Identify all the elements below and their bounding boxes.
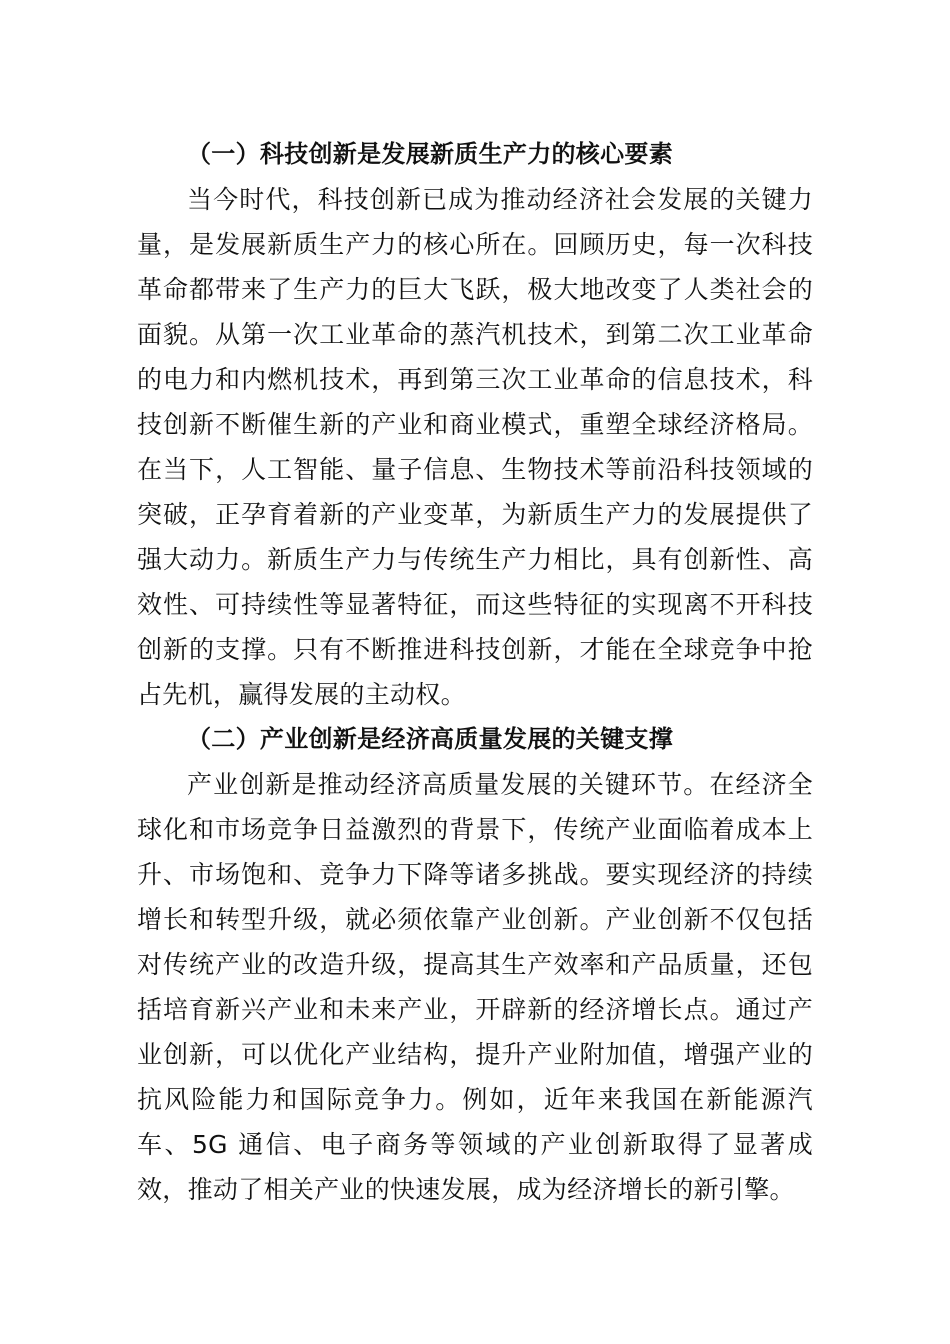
section-1-paragraph: 当今时代，科技创新已成为推动经济社会发展的关键力量，是发展新质生产力的核心所在。回顾历史，每一次科技革命都带来了生产力的巨大飞跃，极大地改变了人类社会的面貌。从第一次工业革命的蒸汽机技术，到第二次工业革命的电力和内燃机技术，再到第三次工业革命的信息技术，科技创新不断催生新的产业和商业模式，重塑全球经济格局。在当下，人工智能、量子信息、生物技术等前沿科技领域的突破，正孕育着新的产业变革，为新质生产力的发展提供了强大动力。新质生产力与传统生产力相比，具有创新性、高效性、可持续性等显著特征，而这些特征的实现离不开科技创新的支撑。只有不断推进科技创新，才能在全球竞争中抢占先机，赢得发展的主动权。 (137, 185, 813, 709)
document-body (137, 132, 813, 1212)
section-1-heading: （一）科技创新是发展新质生产力的核心要素 (187, 140, 673, 168)
section-2-heading: （二）产业创新是经济高质量发展的关键支撑 (187, 725, 673, 753)
section-2-paragraph: 产业创新是推动经济高质量发展的关键环节。在经济全球化和市场竞争日益激烈的背景下，传统产业面临着成本上升、市场饱和、竞争力下降等诸多挑战。要实现经济的持续增长和转型升级，就必须依靠产业创新。产业创新不仅包括对传统产业的改造升级，提高其生产效率和产品质量，还包括培育新兴产业和未来产业，开辟新的经济增长点。通过产业创新，可以优化产业结构，提升产业附加值，增强产业的抗风险能力和国际竞争力。例如，近年来我国在新能源汽车、5G 通信、电子商务等领域的产业创新取得了显著成效，推动了相关产业的快速发展，成为经济增长的新引擎。 (137, 770, 813, 1204)
